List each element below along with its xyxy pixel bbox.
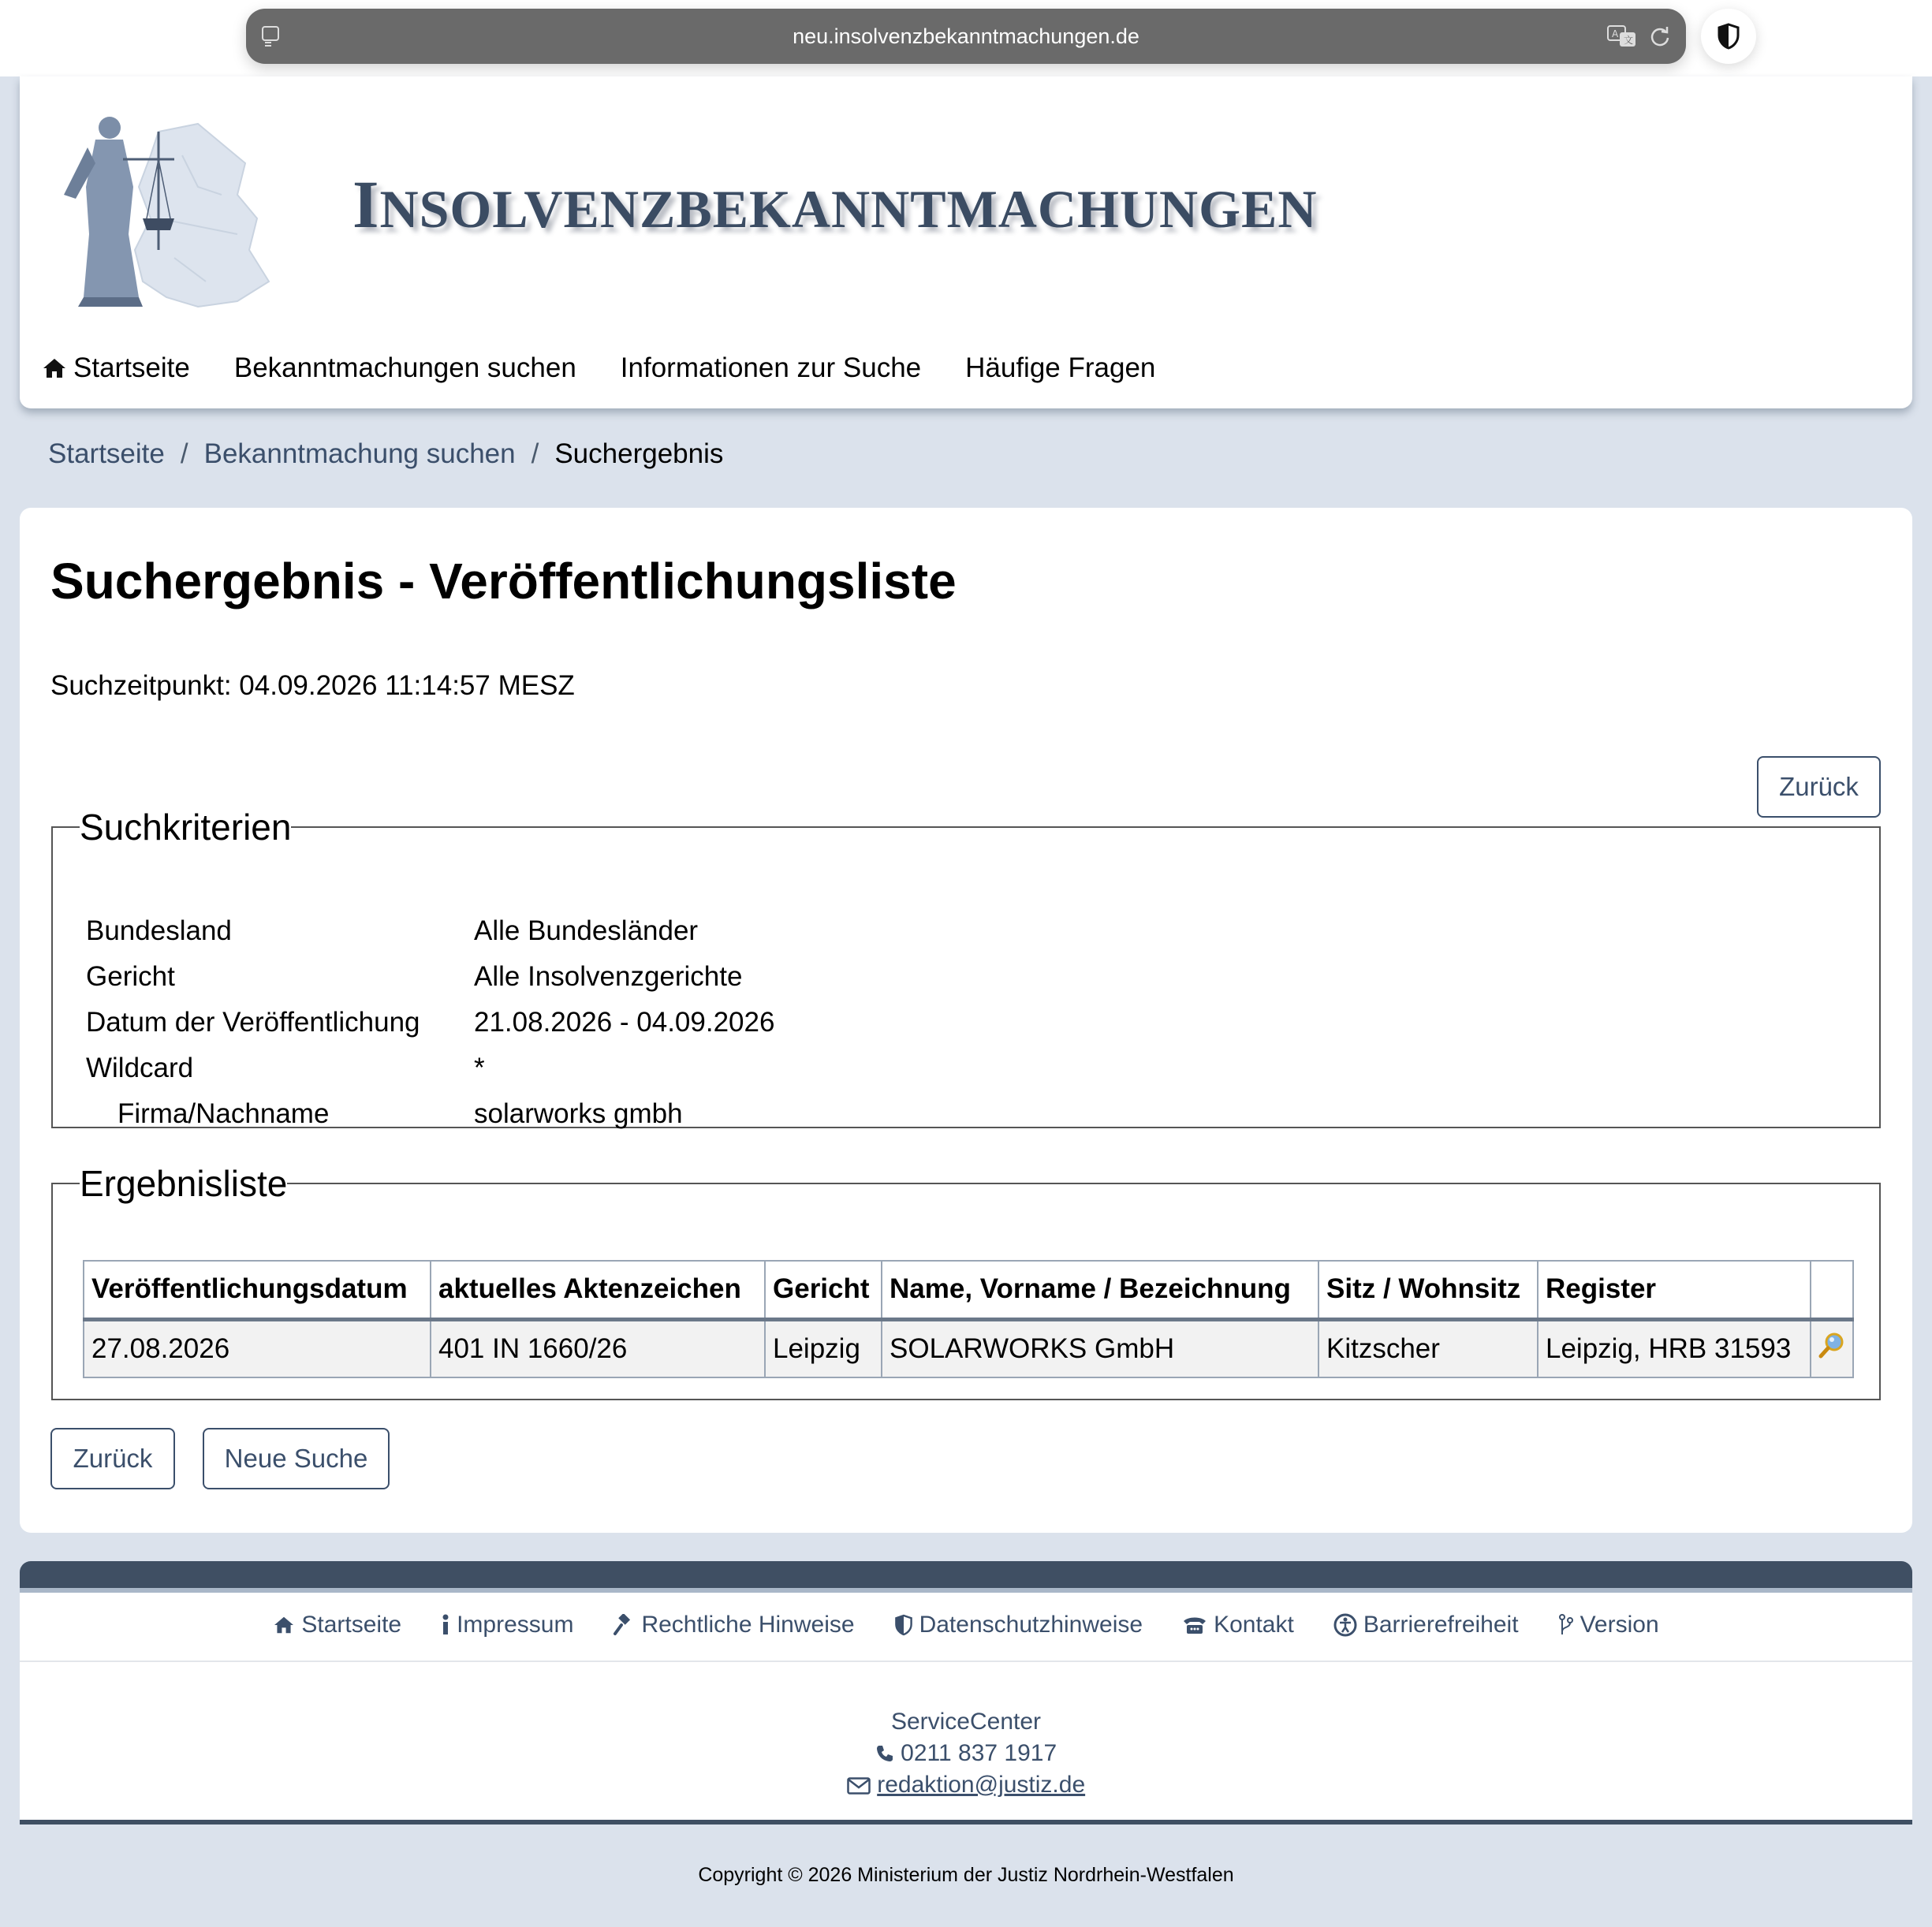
criteria-key: Wildcard (86, 1053, 194, 1083)
cell-register: Leipzig, HRB 31593 (1538, 1319, 1811, 1377)
info-icon (441, 1614, 450, 1636)
footer-datenschutzhinweise[interactable] (894, 1612, 1143, 1638)
back-button-bottom[interactable]: Zurück (50, 1428, 175, 1489)
criteria-row (86, 908, 774, 954)
service-phone (20, 1738, 1912, 1769)
footer (20, 1561, 1912, 1820)
footer-kontakt[interactable] (1182, 1612, 1294, 1638)
site-header (20, 76, 1912, 408)
accessibility-icon (1333, 1613, 1357, 1637)
nav-bekanntmachungen-suchen-label: Bekanntmachungen suchen (233, 352, 576, 383)
criteria-row (86, 1091, 774, 1137)
main-navigation (42, 352, 1155, 384)
shield-icon (894, 1614, 913, 1636)
footer-impressum[interactable] (441, 1612, 573, 1638)
footer-version[interactable] (1558, 1612, 1659, 1638)
browser-toolbar (0, 0, 1932, 76)
column-header: Name, Vorname / Bezeichnung (882, 1261, 1318, 1319)
footer-startseite[interactable] (273, 1612, 401, 1638)
footer-rechtliche-hinweise[interactable] (613, 1612, 854, 1638)
translate-icon[interactable] (1607, 24, 1637, 52)
gavel-icon (613, 1614, 635, 1636)
column-header (1811, 1261, 1853, 1319)
criteria-list (86, 908, 774, 1137)
branch-icon (1558, 1614, 1574, 1636)
nav-informationen-zur-suche-label: Informationen zur Suche (620, 352, 922, 383)
address-bar[interactable] (246, 9, 1686, 64)
copyright: Copyright © 2026 Ministerium der Justiz Nordrhein-Westfalen (698, 1864, 1234, 1886)
criteria-value: solarworks gmbh (474, 1098, 683, 1129)
phone-icon (1182, 1615, 1207, 1635)
footer-barrierefreiheit[interactable] (1333, 1612, 1519, 1638)
criteria-row (86, 1046, 774, 1091)
column-header: aktuelles Aktenzeichen (431, 1261, 765, 1319)
breadcrumb-separator: / (531, 438, 539, 469)
criteria-key: Datum der Veröffentlichung (86, 1007, 420, 1038)
justitia-logo[interactable] (40, 100, 300, 317)
result-list-legend: Ergebnisliste (80, 1163, 288, 1204)
svg-text:A: A (1612, 28, 1619, 39)
footer-divider (20, 1660, 1912, 1662)
criteria-row (86, 1000, 774, 1046)
criteria-value: 21.08.2026 - 04.09.2026 (474, 1007, 775, 1038)
table-row[interactable] (84, 1319, 1853, 1377)
nav-informationen-zur-suche[interactable] (621, 352, 921, 384)
criteria-value: Alle Bundesländer (474, 915, 699, 946)
site-title-rest: NSOLVENZBEKANNTMACHUNGEN (379, 179, 1318, 239)
footer-kontakt-label: Kontakt (1214, 1612, 1294, 1638)
home-icon (42, 357, 67, 379)
cell-name: SOLARWORKS GmbH (882, 1319, 1318, 1377)
criteria-row (86, 954, 774, 1000)
criteria-key: Gericht (86, 961, 175, 992)
criteria-value: * (474, 1053, 485, 1083)
footer-startseite-label: Startseite (301, 1612, 402, 1638)
column-header: Veröffentlichungsdatum (84, 1261, 431, 1319)
table-header-row (84, 1261, 1853, 1319)
magnifier-icon[interactable] (1818, 1332, 1845, 1359)
criteria-key: Bundesland (86, 915, 232, 946)
cell-details[interactable] (1811, 1319, 1853, 1377)
site-title-initial: I (352, 166, 380, 242)
cell-court: Leipzig (765, 1319, 882, 1377)
footer-rechtliche-hinweise-label: Rechtliche Hinweise (641, 1612, 855, 1638)
home-icon (273, 1616, 295, 1634)
cell-case-number: 401 IN 1660/26 (431, 1319, 765, 1377)
service-email (20, 1769, 1912, 1801)
criteria-value: Alle Insolvenzgerichte (474, 961, 743, 992)
column-header: Sitz / Wohnsitz (1318, 1261, 1538, 1319)
svg-text:文: 文 (1624, 35, 1634, 46)
site-title (352, 165, 1317, 244)
breadcrumb-current: Suchergebnis (554, 438, 724, 469)
breadcrumb-separator: / (180, 438, 188, 469)
footer-barrierefreiheit-label: Barrierefreiheit (1363, 1612, 1519, 1638)
service-center-title: ServiceCenter (890, 1709, 1042, 1735)
result-list-box (51, 1165, 1881, 1400)
nav-haeufige-fragen-label: Häufige Fragen (965, 352, 1156, 383)
nav-startseite-label: Startseite (73, 352, 190, 383)
results-table (83, 1260, 1854, 1378)
url-text: neu.insolvenzbekanntmachungen.de (793, 24, 1139, 48)
footer-version-label: Version (1580, 1612, 1659, 1638)
footer-impressum-label: Impressum (457, 1612, 574, 1638)
criteria-key: Firma/Nachname (117, 1098, 330, 1129)
footer-navigation (20, 1612, 1912, 1638)
cell-seat: Kitzscher (1318, 1319, 1538, 1377)
nav-bekanntmachungen-suchen[interactable] (234, 352, 576, 384)
service-phone-number: 0211 837 1917 (901, 1740, 1057, 1766)
reload-icon[interactable] (1650, 25, 1670, 51)
nav-haeufige-fragen[interactable] (965, 352, 1155, 384)
phone-handset-icon (875, 1744, 894, 1763)
service-email-link[interactable]: redaktion@justiz.de (877, 1772, 1086, 1798)
column-header: Gericht (765, 1261, 882, 1319)
column-header: Register (1538, 1261, 1811, 1319)
breadcrumb-startseite[interactable]: Startseite (48, 438, 165, 469)
footer-datenschutzhinweise-label: Datenschutzhinweise (919, 1612, 1143, 1638)
cell-date: 27.08.2026 (84, 1319, 431, 1377)
nav-startseite[interactable] (42, 352, 190, 384)
footer-accent-line (20, 1588, 1912, 1593)
envelope-icon (847, 1777, 871, 1795)
search-timestamp: Suchzeitpunkt: 04.09.2026 11:14:57 MESZ (50, 670, 575, 701)
shield-icon (1717, 23, 1740, 50)
service-center (20, 1706, 1912, 1801)
back-button-top[interactable]: Zurück (1757, 756, 1881, 818)
search-criteria-box (51, 809, 1881, 1128)
breadcrumb (48, 438, 723, 470)
page-title: Suchergebnis - Veröffentlichungsliste (50, 553, 957, 609)
search-criteria-legend: Suchkriterien (80, 807, 292, 848)
privacy-shield-button[interactable] (1701, 9, 1756, 64)
breadcrumb-bekanntmachung-suchen[interactable]: Bekanntmachung suchen (203, 438, 516, 469)
new-search-button[interactable]: Neue Suche (203, 1428, 390, 1489)
